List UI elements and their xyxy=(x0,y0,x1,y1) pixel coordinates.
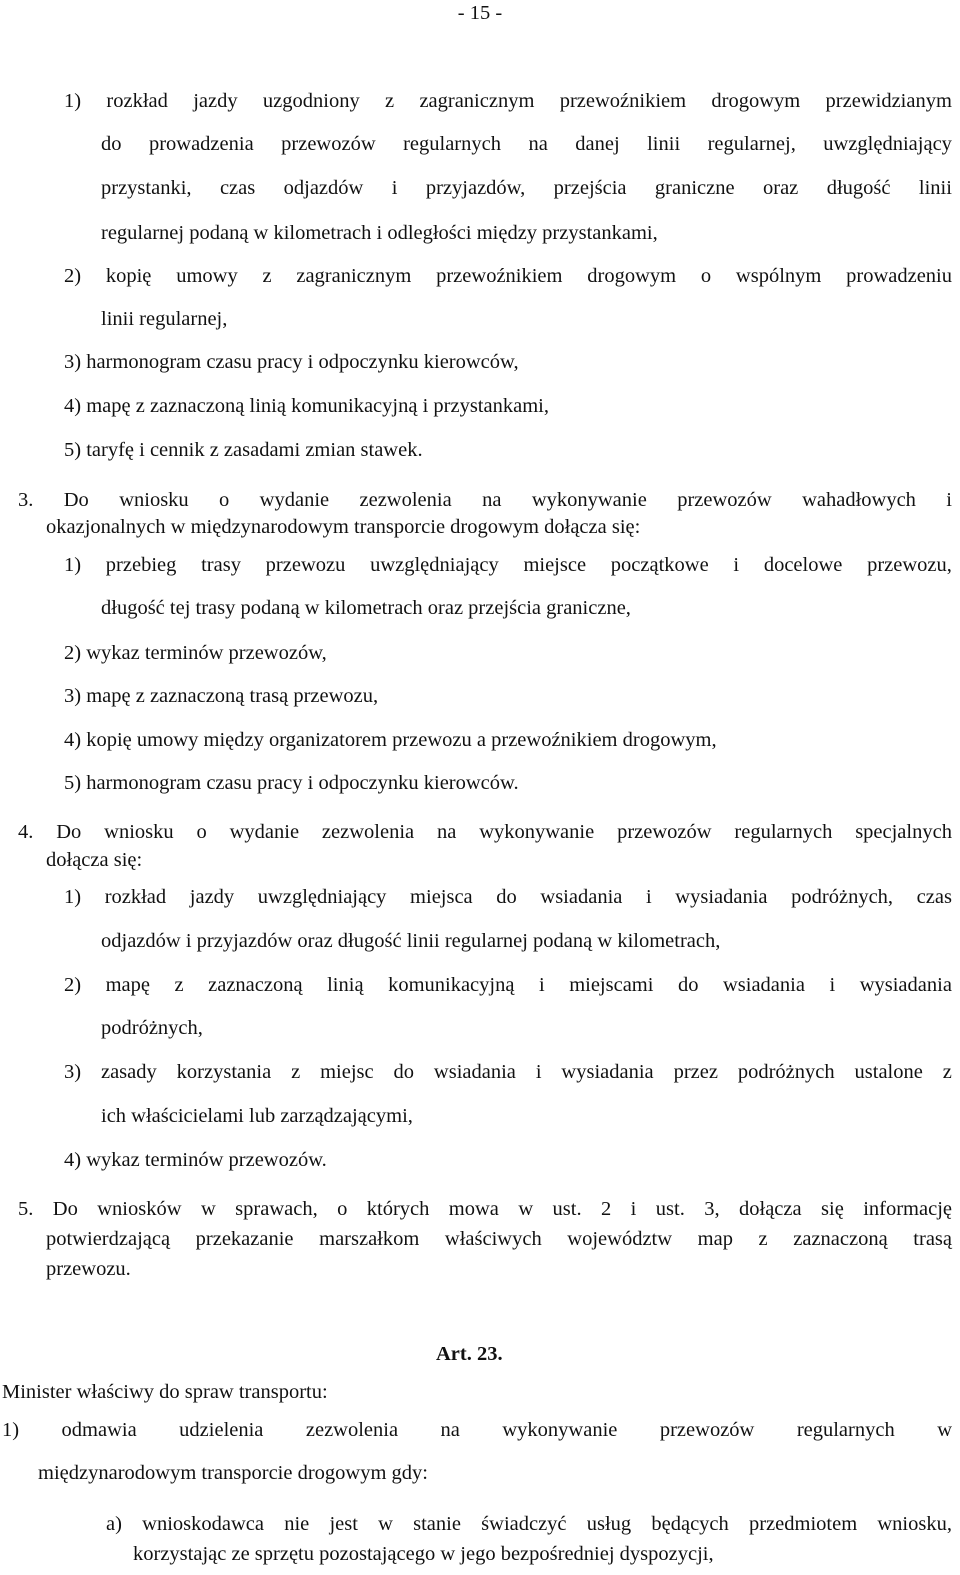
word: ustalone xyxy=(854,1061,923,1083)
list-item: 5) harmonogram czasu pracy i odpoczynku kierowców. xyxy=(64,772,519,794)
word: i xyxy=(391,177,398,199)
word: wniosku xyxy=(119,489,189,511)
word: a) xyxy=(106,1513,122,1535)
word: jest xyxy=(329,1513,358,1535)
list-item-line xyxy=(106,1511,952,1537)
word: zagranicznym xyxy=(296,265,412,287)
word: wykonywanie xyxy=(479,821,595,843)
word: przewoźnikiem xyxy=(436,265,563,287)
word: uwzględniający xyxy=(257,886,387,908)
article-heading: Art. 23. xyxy=(436,1343,503,1365)
word: wysiadania xyxy=(561,1061,654,1083)
word: województw xyxy=(567,1228,673,1250)
word: i xyxy=(946,489,952,511)
word: i xyxy=(535,1061,542,1083)
word: drogowym xyxy=(587,265,677,287)
list-item-line: międzynarodowym transporcie drogowym gdy: xyxy=(38,1462,428,1484)
word: 1) xyxy=(64,554,82,576)
word: 3) xyxy=(64,1061,82,1083)
list-item-line: długość tej trasy podaną w kilometrach oraz przejścia graniczne, xyxy=(101,597,631,619)
word: przewidzianym xyxy=(825,90,952,112)
article-intro: Minister właściwy do spraw transportu: xyxy=(2,1381,328,1403)
word: danej xyxy=(575,133,620,155)
word: przewozów xyxy=(281,133,376,155)
word: specjalnych xyxy=(855,821,952,843)
word: ust. xyxy=(552,1198,582,1220)
word: z xyxy=(758,1228,768,1250)
word: przewozu xyxy=(265,554,346,576)
word: czas xyxy=(219,177,256,199)
word: linii xyxy=(647,133,681,155)
word: 4. xyxy=(18,821,34,843)
word: marszałkom xyxy=(319,1228,420,1250)
word: przekazanie xyxy=(195,1228,294,1250)
list-item: 3) harmonogram czasu pracy i odpoczynku kierowców, xyxy=(64,351,519,373)
word: wniosku, xyxy=(877,1513,952,1535)
word: przyjazdów, xyxy=(425,177,526,199)
list-item: 2) wykaz terminów przewozów, xyxy=(64,642,327,664)
word: oraz xyxy=(763,177,799,199)
word: przez xyxy=(673,1061,718,1083)
paragraph-line xyxy=(18,487,952,513)
list-item-line: regularnej podaną w kilometrach i odległości między przystankami, xyxy=(101,222,658,244)
paragraph-line xyxy=(46,1226,952,1252)
word: na xyxy=(436,821,457,843)
word: regularnych xyxy=(403,133,501,155)
word: zaznaczoną xyxy=(793,1228,888,1250)
word: zaznaczoną xyxy=(208,974,303,996)
word: linii xyxy=(918,177,952,199)
paragraph-line: przewozu. xyxy=(46,1258,131,1280)
word: rozkład xyxy=(104,886,167,908)
word: map xyxy=(697,1228,733,1250)
list-item-line xyxy=(101,131,952,157)
word: nie xyxy=(284,1513,310,1535)
word: 1) xyxy=(2,1419,20,1441)
word: korzystania xyxy=(176,1061,272,1083)
paragraph-line xyxy=(18,819,952,845)
list-item: 4) wykaz terminów przewozów. xyxy=(64,1149,327,1171)
word: wysiadania xyxy=(859,974,952,996)
word: z xyxy=(385,90,395,112)
word: 3, xyxy=(704,1198,720,1220)
word: miejsca xyxy=(410,886,473,908)
word: ust. xyxy=(655,1198,685,1220)
word: do xyxy=(393,1061,415,1083)
word: i xyxy=(630,1198,637,1220)
list-item-line xyxy=(2,1417,952,1443)
word: z xyxy=(174,974,184,996)
word: odmawia xyxy=(61,1419,137,1441)
word: przewozu, xyxy=(867,554,952,576)
word: czas xyxy=(916,886,952,908)
word: uzgodniony xyxy=(262,90,360,112)
word: zezwolenia xyxy=(305,1419,399,1441)
word: wsiadania xyxy=(540,886,623,908)
word: zezwolenia xyxy=(359,489,452,511)
list-item: 4) mapę z zaznaczoną linią komunikacyjną i przystankami, xyxy=(64,395,549,417)
word: Do xyxy=(52,1198,78,1220)
word: początkowe xyxy=(610,554,709,576)
word: przebieg xyxy=(105,554,177,576)
word: przedmiotem xyxy=(748,1513,858,1535)
word: miejsce xyxy=(523,554,587,576)
word: zasady xyxy=(100,1061,157,1083)
list-item-line xyxy=(64,263,952,289)
word: których xyxy=(366,1198,430,1220)
word: do xyxy=(101,133,122,155)
word: na xyxy=(482,489,502,511)
word: i xyxy=(645,886,652,908)
word: o xyxy=(196,821,207,843)
word: właściwych xyxy=(444,1228,542,1250)
word: przejścia xyxy=(553,177,627,199)
word: przystanki, xyxy=(101,177,192,199)
word: 1) xyxy=(64,90,82,112)
word: wydanie xyxy=(259,489,330,511)
word: zagranicznym xyxy=(419,90,535,112)
word: miejsc xyxy=(320,1061,374,1083)
word: wykonywanie xyxy=(531,489,647,511)
word: się xyxy=(821,1198,844,1220)
word: przewozów xyxy=(677,489,772,511)
word: mapę xyxy=(105,974,150,996)
word: Do xyxy=(56,821,82,843)
paragraph-line: okazjonalnych w międzynarodowym transporcie drogowym dołącza się: xyxy=(46,516,641,538)
word: sprawach, xyxy=(235,1198,318,1220)
word: wnioskodawca xyxy=(142,1513,264,1535)
word: potwierdzającą xyxy=(46,1228,171,1250)
word: trasy xyxy=(201,554,241,576)
word: 5. xyxy=(18,1198,34,1220)
word: jazdy xyxy=(193,90,238,112)
word: do xyxy=(496,886,517,908)
word: będących xyxy=(651,1513,729,1535)
word: prowadzeniu xyxy=(846,265,952,287)
word: usług xyxy=(586,1513,632,1535)
list-item: 5) taryfę i cennik z zasadami zmian stawek. xyxy=(64,439,423,461)
word: stanie xyxy=(413,1513,461,1535)
word: przewozów xyxy=(617,821,712,843)
word: wahadłowych xyxy=(802,489,916,511)
word: przewoźnikiem xyxy=(559,90,687,112)
word: z xyxy=(942,1061,952,1083)
word: graniczne xyxy=(654,177,735,199)
word: udzielenia xyxy=(179,1419,264,1441)
word: wniosku xyxy=(104,821,174,843)
list-item-line xyxy=(64,552,952,578)
word: podróżnych xyxy=(737,1061,835,1083)
word: w xyxy=(200,1198,216,1220)
word: odjazdów xyxy=(283,177,364,199)
word: wysiadania xyxy=(675,886,768,908)
list-item-line: linii regularnej, xyxy=(101,308,228,330)
word: Do xyxy=(63,489,89,511)
word: 1) xyxy=(64,886,82,908)
word: regularnych xyxy=(796,1419,895,1441)
list-item-line xyxy=(64,884,952,910)
word: umowy xyxy=(176,265,238,287)
list-item-line: korzystając ze sprzętu pozostającego w jego bezpośredniej dyspozycji, xyxy=(133,1543,714,1565)
list-item-line: odjazdów i przyjazdów oraz długość linii regularnej podaną w kilometrach, xyxy=(101,930,721,952)
word: długość xyxy=(826,177,891,199)
page-number: - 15 - xyxy=(457,2,503,24)
word: regularnej, xyxy=(707,133,796,155)
word: i xyxy=(733,554,740,576)
list-item: 3) mapę z zaznaczoną trasą przewozu, xyxy=(64,685,379,707)
word: o xyxy=(700,265,712,287)
word: jazdy xyxy=(189,886,235,908)
word: 2 xyxy=(601,1198,612,1220)
list-item-line xyxy=(101,175,952,201)
word: o xyxy=(337,1198,348,1220)
word: drogowym xyxy=(711,90,801,112)
word: wsiadania xyxy=(433,1061,516,1083)
word: rozkład xyxy=(106,90,168,112)
paragraph-line: dołącza się: xyxy=(46,849,143,871)
word: i xyxy=(829,974,836,996)
paragraph-line xyxy=(18,1196,952,1222)
word: wydanie xyxy=(229,821,300,843)
word: w xyxy=(518,1198,534,1220)
word: wykonywanie xyxy=(502,1419,618,1441)
word: wspólnym xyxy=(735,265,822,287)
word: i xyxy=(538,974,545,996)
word: do xyxy=(677,974,699,996)
word: w xyxy=(378,1513,393,1535)
word: 2) xyxy=(64,974,82,996)
word: wniosków xyxy=(97,1198,182,1220)
word: uwzględniający xyxy=(370,554,499,576)
list-item-line xyxy=(64,972,952,998)
word: świadczyć xyxy=(481,1513,567,1535)
word: mowa xyxy=(448,1198,499,1220)
list-item-line: podróżnych, xyxy=(101,1017,203,1039)
word: kopię xyxy=(105,265,152,287)
list-item: 4) kopię umowy między organizatorem przewozu a przewoźnikiem drogowym, xyxy=(64,729,717,751)
word: prowadzenia xyxy=(148,133,254,155)
word: zezwolenia xyxy=(321,821,415,843)
list-item-line xyxy=(64,88,952,114)
word: informację xyxy=(863,1198,952,1220)
word: przewozów xyxy=(659,1419,755,1441)
word: dołącza xyxy=(739,1198,802,1220)
word: na xyxy=(440,1419,460,1441)
word: z xyxy=(262,265,272,287)
word: na xyxy=(528,133,548,155)
word: z xyxy=(291,1061,301,1083)
word: podróżnych, xyxy=(791,886,894,908)
word: uwzględniający xyxy=(823,133,952,155)
word: wsiadania xyxy=(722,974,805,996)
word: trasą xyxy=(913,1228,952,1250)
list-item-line xyxy=(64,1059,952,1085)
word: miejscami xyxy=(569,974,654,996)
word: linią xyxy=(327,974,364,996)
word: docelowe xyxy=(763,554,843,576)
word: komunikacyjną xyxy=(388,974,515,996)
word: 2) xyxy=(64,265,82,287)
word: w xyxy=(937,1419,952,1441)
word: o xyxy=(219,489,230,511)
list-item-line: ich właścicielami lub zarządzającymi, xyxy=(101,1105,413,1127)
word: 3. xyxy=(18,489,34,511)
word: regularnych xyxy=(734,821,833,843)
